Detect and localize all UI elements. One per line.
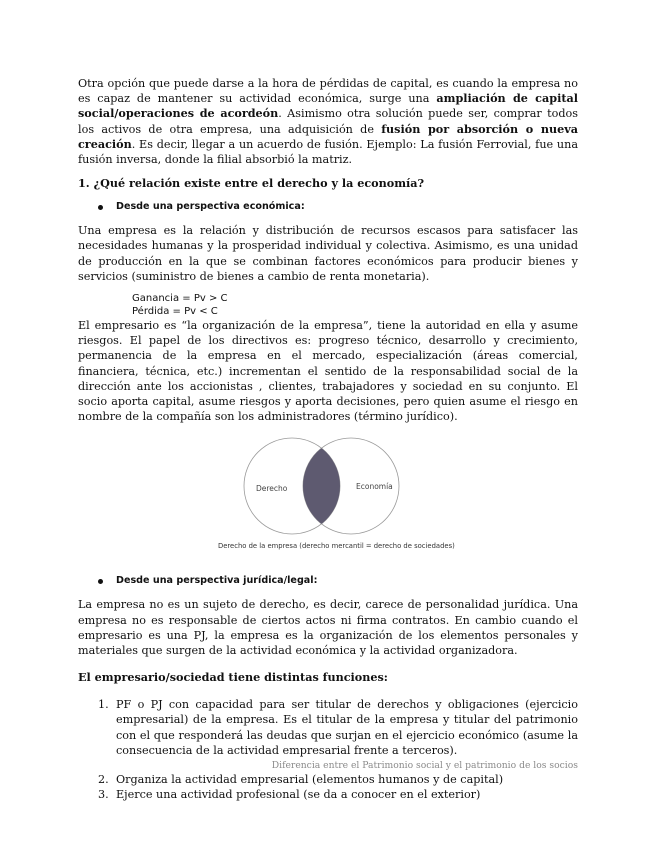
list-item [78,772,578,787]
list-item-text: Organiza la actividad empresarial (elementos humanos y de capital) [116,773,504,787]
formula-block [132,293,578,318]
bullet-dot-icon [98,579,103,584]
intro-text-2: . Asimismo otra solución puede ser, comprar todos los activos de otra empresa, una adquisición de [78,107,578,136]
venn-diagram-figure [78,436,578,570]
venn-diagram [212,436,452,540]
bullet-juridica-label: Desde una perspectiva jurídica/legal: [116,575,318,587]
list-item-text: PF o PJ con capacidad para ser titular de derechos y obligaciones (ejercicio empresarial) de la empresa. Es el titular de la empresa y titular del patrimonio con el que responderá las deudas que surjan en el ejercicio económico (asume la consecuencia de la actividad empresarial frente a terceros). [116,698,578,757]
bullet-dot-icon [98,205,103,210]
economic-paragraph: Una empresa es la relación y distribución de recursos escasos para satisfacer las necesidades humanas y la prosperidad individual y colectiva. Asimismo, es una unidad de producción en la que se combinan factores económicos para producir bienes y servicios (suministro de bienes a cambio de renta monetaria). [78,224,578,283]
intro-paragraph [78,76,578,167]
margin-note: Diferencia entre el Patrimonio social y el patrimonio de los socios [271,760,578,772]
venn-label-derecho: Derecho [256,484,288,494]
formula-perdida: Pérdida = Pv < C [132,305,218,317]
list-item-number: 3. [98,788,109,802]
intro-text-3: . Es decir, llegar a un acuerdo de fusión. Ejemplo: La fusión Ferrovial, fue una fusión inversa, donde la filial absorbió la matriz. [78,137,578,167]
empresario-paragraph: El empresario es “la organización de la empresa”, tiene la autoridad en ella y asume riesgos. El papel de los directivos es: progreso técnico, desarrollo y crecimiento, permanencia de la empresa en el mercado, especialización (áreas comercial, financiera, técnica, etc.) incrementan el sentido de la responsabilidad social de la dirección ante los accionistas , clientes, trabajadores y sociedad en su conjunto. El socio aporta capital, asume riesgos y aporta decisiones, pero quien asume el riesgo en nombre de la compañía son los administradores (término jurídico). [78,319,578,424]
funciones-list [78,697,578,758]
intro-bold-1: ampliación de capital social/operaciones de acordeón [78,91,578,121]
list-item [78,697,578,758]
funciones-heading: El empresario/sociedad tiene distintas funciones: [78,670,388,685]
list-item [78,787,578,802]
question-heading: 1. ¿Qué relación existe entre el derecho y la economía? [78,176,425,191]
funciones-list-cont [78,772,578,802]
bullet-economic-label: Desde una perspectiva económica: [116,201,305,213]
bullet-juridica [78,574,578,588]
formula-ganancia: Ganancia = Pv > C [132,293,228,305]
document-page [78,76,578,802]
intro-bold-2: fusión por absorción o nueva creación [78,121,578,151]
juridica-paragraph: La empresa no es un sujeto de derecho, es decir, carece de personalidad jurídica. Una empresa no es responsable de ciertos actos ni firma contratos. En cambio cuando el empresario es una PJ, la empresa es la organización de los elementos personales y materiales que surgen de la actividad económica y la actividad organizadora. [78,598,578,658]
diagram-caption: Derecho de la empresa (derecho mercantil = derecho de sociedades) [218,542,455,551]
intro-text-1: Otra opción que puede darse a la hora de pérdidas de capital, es cuando la empresa no es capaz de mantener su actividad económica, surge una [78,77,578,106]
bullet-economic [78,200,578,214]
list-item-text: Ejerce una actividad profesional (se da a conocer en el exterior) [116,788,481,802]
venn-label-economia: Economía [356,482,393,492]
list-item-number: 1. [98,698,109,712]
list-item-number: 2. [98,773,109,787]
